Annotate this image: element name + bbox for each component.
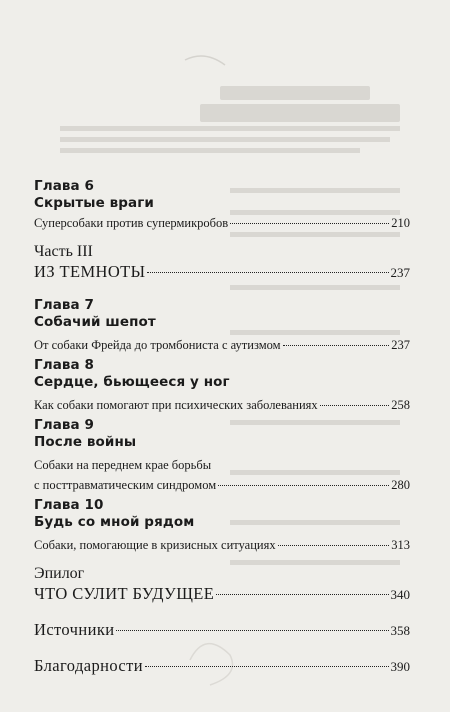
part-title: ЧТО СУЛИТ БУДУЩЕЕ <box>34 584 215 603</box>
part-title: ИЗ ТЕМНОТЫ <box>34 262 146 281</box>
chapter-label: Глава 9 <box>34 417 95 433</box>
toc-entry[interactable] <box>34 397 410 414</box>
chapter-label: Глава 6 <box>34 178 95 194</box>
part-label: Эпилог <box>34 565 85 582</box>
part-3 <box>34 242 410 283</box>
toc-entry-acknowledgements[interactable] <box>34 655 410 677</box>
epilogue <box>34 564 410 605</box>
chapter-title: Скрытые враги <box>34 195 154 211</box>
entry-text: Собаки, помогающие в кризисных ситуациях <box>34 538 276 552</box>
entry-text-line-1: Собаки на переднем крае борьбы <box>34 458 212 472</box>
part-label: Часть III <box>34 243 93 260</box>
chapter-6 <box>34 178 410 232</box>
page-number: 237 <box>391 338 410 352</box>
toc-entry[interactable] <box>34 537 410 554</box>
chapter-title: После войны <box>34 434 137 450</box>
toc-entry[interactable] <box>34 583 410 605</box>
dot-leader <box>216 594 388 595</box>
chapter-8 <box>34 357 410 414</box>
toc-entry[interactable] <box>34 337 410 354</box>
dot-leader <box>230 223 389 224</box>
dot-leader <box>278 545 390 546</box>
page-number: 280 <box>391 478 410 492</box>
section-title: Благодарности <box>34 656 143 675</box>
chapter-9 <box>34 417 410 494</box>
dot-leader <box>116 630 388 631</box>
entry-text-line-2: с посттравматическим синдромом <box>34 478 217 492</box>
dot-leader <box>147 272 388 273</box>
page-number: 258 <box>391 398 410 412</box>
section-title: Источники <box>34 620 115 639</box>
page-number: 237 <box>390 265 410 280</box>
table-of-contents <box>34 178 410 677</box>
page-number: 313 <box>391 538 410 552</box>
chapter-title: Сердце, бьющееся у ног <box>34 374 230 390</box>
toc-entry[interactable] <box>34 477 410 494</box>
chapter-label: Глава 8 <box>34 357 95 373</box>
toc-entry[interactable] <box>34 261 410 283</box>
chapter-7 <box>34 297 410 354</box>
page-number: 340 <box>390 587 410 602</box>
dot-leader <box>283 345 390 346</box>
dot-leader <box>320 405 390 406</box>
dot-leader <box>218 485 389 486</box>
chapter-title: Будь со мной рядом <box>34 514 195 530</box>
page-number: 210 <box>391 216 410 230</box>
entry-text: Как собаки помогают при психических заболеваниях <box>34 398 318 412</box>
dot-leader <box>145 666 389 667</box>
entry-text: Суперсобаки против супермикробов <box>34 216 229 230</box>
page-number: 390 <box>390 659 410 674</box>
chapter-title: Собачий шепот <box>34 314 156 330</box>
toc-entry[interactable] <box>34 215 410 232</box>
entry-text: От собаки Фрейда до тромбониста с аутизмом <box>34 338 281 352</box>
chapter-label: Глава 10 <box>34 497 104 513</box>
page-number: 358 <box>390 623 410 638</box>
chapter-label: Глава 7 <box>34 297 95 313</box>
toc-entry-sources[interactable] <box>34 619 410 641</box>
chapter-10 <box>34 497 410 554</box>
